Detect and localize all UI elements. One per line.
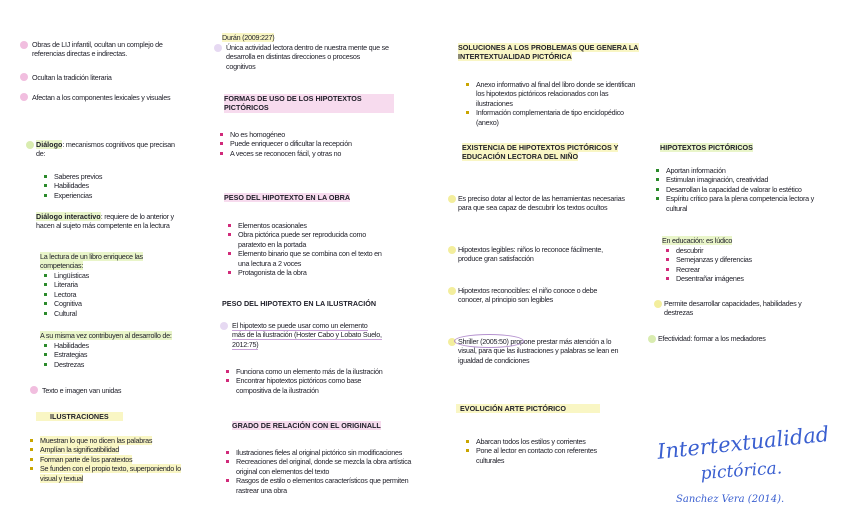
bullet-dot [654, 300, 662, 308]
list-item: descubrir [662, 246, 812, 255]
list-item: Estrategias [40, 350, 180, 359]
list-item: Pone al lector en contacto con referentes culturales [462, 446, 612, 465]
existencia-text: Es preciso dotar al lector de las herramientas necesarias para que sea capaz de descubrir los textos ocultos [458, 194, 625, 213]
list-item: Protagonista de la obra [224, 268, 384, 277]
bullet-dot [20, 73, 28, 81]
competencias-list [40, 271, 180, 318]
bullet-dot [20, 93, 28, 101]
list-item: Elementos ocasionales [224, 221, 384, 230]
soluciones-list [462, 80, 642, 127]
existencia-title: EXISTENCIA DE HIPOTEXTOS PICTÓRICOS Y EDUCACIÓN LECTORA DEL NIÑO [462, 143, 619, 162]
hipotextos-title: HIPOTEXTOS PICTÓRICOS [660, 143, 753, 152]
list-item: No es homogéneo [216, 130, 386, 139]
ilustraciones-list [26, 436, 196, 483]
list-item: Literaria [40, 280, 180, 289]
list-item: Rasgos de estilo o elementos característicos que permiten rastrear una obra [222, 476, 412, 495]
shriller-text: Shriller (2005:50) propone prestar más atención a lo visual, para que las ilustraciones y palabras se lean en igualdad de condiciones [458, 337, 619, 365]
bullet-dot [26, 141, 34, 149]
duran-text: Única actividad lectora dentro de nuestra mente que se desarrolla en distintas direcciones o procesos cognitivos [226, 43, 389, 71]
grado-list [222, 448, 412, 495]
list-item: Abarcan todos los estilos y corrientes [462, 437, 612, 446]
list-item: Desentrañar imágenes [662, 274, 812, 283]
educacion-text: En educación: es lúdico [662, 236, 733, 245]
list-item: Espíritu crítico para la plena competencia lectora y cultural [652, 194, 832, 213]
intro-text-2: Ocultan la tradición literaria [32, 73, 112, 82]
grado-title: GRADO DE RELACIÓN CON EL ORIGINALL [232, 421, 381, 430]
formas-list [216, 130, 386, 158]
intro-text-1: Obras de LIJ infantil, ocultan un complejo de referencias directas e indirectas. [32, 40, 163, 59]
bullet-dot [448, 287, 456, 295]
list-item: Información complementaria de tipo enciclopédico (anexo) [462, 108, 642, 127]
dialogo-title: Diálogo [36, 140, 63, 149]
list-item: Habilidades [40, 181, 180, 190]
evolucion-title: EVOLUCIÓN ARTE PICTÓRICO [456, 404, 600, 413]
list-item: Saberes previos [40, 172, 180, 181]
ilustraciones-title: ILUSTRACIONES [36, 412, 123, 421]
list-item: Lectora [40, 290, 180, 299]
soluciones-title: SOLUCIONES A LOS PROBLEMAS QUE GENERA LA INTERTEXTUALIDAD PICTÓRICA [458, 43, 639, 62]
bullet-dot [648, 335, 656, 343]
list-item: Recreaciones del original, donde se mezcla la obra artística original con elementos del texto [222, 457, 412, 476]
dialogo-interactivo-title: Diálogo interactivo [36, 212, 101, 221]
list-item: Destrezas [40, 360, 180, 369]
bullet-dot [220, 322, 228, 330]
educacion-list [662, 246, 812, 284]
list-item: Aportan información [652, 166, 832, 175]
handwritten-title-line1: Intertextualidad [656, 421, 831, 464]
bullet-dot [30, 386, 38, 394]
peso-ilustracion-list [222, 367, 392, 395]
peso-ilustracion-text: El hipotexto se puede usar como un elemento más de la ilustración (Hoster Cabo y Lobato Suelo, 2012:75) [232, 321, 382, 349]
list-item: Funciona como un elemento más de la ilustración [222, 367, 392, 376]
lectura-libro-text: La lectura de un libro enriquece las competencias: [40, 252, 143, 271]
efectividad-text: Efectividad: formar a los mediadores [658, 334, 766, 343]
formas-title: FORMAS DE USO DE LOS HIPOTEXTOS PICTÓRICOS [224, 94, 394, 113]
list-item: Lingüísticas [40, 271, 180, 280]
evolucion-list [462, 437, 612, 465]
list-item: Anexo informativo al final del libro donde se identifican los hipotextos pictóricos relacionados con las ilustraciones [462, 80, 642, 108]
legibles-text: Hipotextos legibles: niños lo reconoce fácilmente, produce gran satisfacción [458, 245, 603, 264]
dialogo-interactivo-block [36, 212, 186, 231]
list-item: A veces se reconocen fácil, y otras no [216, 149, 386, 158]
list-item: Recrear [662, 265, 812, 274]
shriller-circle [454, 334, 524, 348]
dialogo-text: : mecanismos cognitivos que precisan de: [36, 140, 175, 159]
list-item: Muestran lo que no dicen las palabras [26, 436, 196, 445]
list-item: Semejanzas y diferencias [662, 255, 812, 264]
dialogo-list [40, 172, 180, 200]
dialogo-block [36, 140, 181, 159]
list-item: Ilustraciones fieles al original pictórico sin modificaciones [222, 448, 412, 457]
list-item: Desarrollan la capacidad de valorar lo estético [652, 185, 832, 194]
list-item: Puede enriquecer o dificultar la recepción [216, 139, 386, 148]
hipotextos-list [652, 166, 832, 213]
list-item: Encontrar hipotextos pictóricos como base compositiva de la ilustración [222, 376, 392, 395]
list-item: Experiencias [40, 191, 180, 200]
intro-text-3: Afectan a los componentes lexicales y visuales [32, 93, 171, 102]
list-item: Se funden con el propio texto, superponiendo lo visual y textual [26, 464, 196, 483]
list-item: Habilidades [40, 341, 180, 350]
list-item: Estimulan imaginación, creatividad [652, 175, 832, 184]
permite-text: Permite desarrollar capacidades, habilidades y destrezas [664, 299, 802, 318]
handwritten-title-line2: pictórica. [700, 458, 783, 484]
dialogo-interactivo-text: : requiere de lo anterior y hacen al sujeto más competente en la lectura [36, 212, 174, 231]
peso-obra-title: PESO DEL HIPOTEXTO EN LA OBRA [224, 193, 351, 202]
list-item: Obra pictórica puede ser reproducida como paratexto en la portada [224, 230, 384, 249]
duran-cite: Durán (2009:227) [222, 33, 275, 42]
desarrollo-text: A su misma vez contribuyen al desarrollo de: [40, 331, 172, 340]
bullet-dot [214, 44, 222, 52]
list-item: Forman parte de los paratextos [26, 455, 196, 464]
desarrollo-list [40, 341, 180, 369]
peso-ilustracion-title: PESO DEL HIPOTEXTO EN LA ILUSTRACIÓN [222, 299, 377, 308]
bullet-dot [20, 41, 28, 49]
list-item: Cultural [40, 309, 180, 318]
reconocibles-text: Hipotextos reconocibles: el niño conoce o debe conocer, al principio son legibles [458, 286, 598, 305]
bullet-dot [448, 195, 456, 203]
bullet-dot [448, 246, 456, 254]
peso-obra-list [224, 221, 384, 277]
texto-imagen-text: Texto e imagen van unidas [42, 386, 122, 395]
list-item: Cognitiva [40, 299, 180, 308]
list-item: Elemento binario que se combina con el texto en una lectura a 2 voces [224, 249, 384, 268]
handwritten-author: Sanchez Vera (2014). [676, 494, 785, 505]
list-item: Amplían la significatibilidad [26, 445, 196, 454]
